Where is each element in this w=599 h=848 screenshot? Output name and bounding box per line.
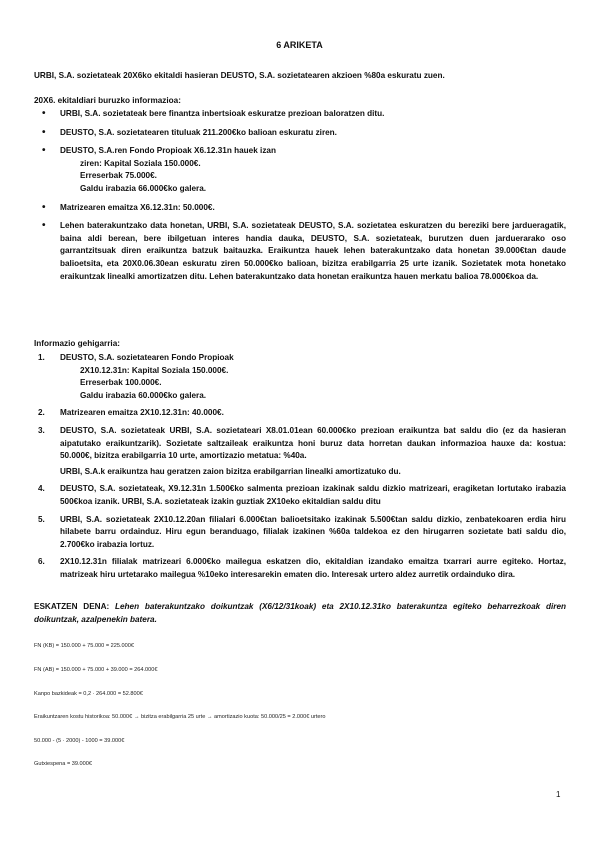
extra-info-heading: Informazio gehigarria:	[34, 339, 120, 348]
solution-line: FN (KB) = 150.000 + 75.000 = 225.000€	[34, 643, 134, 649]
solution-line: Gutxiespena = 39.000€	[34, 761, 93, 767]
numbered-subline: Erreserbak 100.000€.	[80, 378, 162, 388]
numbered-item: 5. URBI, S.A. sozietateak 2X10.12.20an filialari 6.000€tan balioetsitako izakinak 5.500€tan saldu dizkio, zenbatekoaren erdia hiru hilabete barru ordainduz. Hiru egun beranduago, filialak izakinen %60a taldekoa ez den hirugarren sozietate bati saldu dio, 2.700€ko irabazia lortuz.	[38, 514, 566, 549]
extra-info-list	[34, 352, 566, 587]
bullet-subline: Galdu irabazia 66.000€ko galera.	[80, 183, 207, 193]
info-heading: 20X6. ekitaldiari buruzko informazioa:	[34, 96, 181, 105]
numbered-subline: Galdu irabazia 60.000€ko galera.	[80, 390, 207, 400]
numbered-item: 6. 2X10.12.31n filialak matrizeari 6.000€ko mailegua eskatzen dio, ekitaldian izandako emaitza txarrari aurre egiteko. Hortaz, matrizeak hiru urtetarako mailegua %10eko interesarekin ematen dio. Interesak urtero aldez aurretik ordainduko dira.	[38, 557, 566, 579]
info-bullet-list	[34, 108, 566, 289]
solution-line: Kanpo bazkideak = 0,2 · 264.000 = 52.800€	[34, 691, 143, 697]
page-title: 6 ARIKETA	[276, 40, 323, 50]
bullet-subline: ziren: Kapital Soziala 150.000€.	[80, 158, 201, 168]
bullet-item: • DEUSTO, S.A. sozietatearen tituluak 211.200€ko balioan eskuratu ziren.	[34, 127, 566, 140]
bullet-item: • DEUSTO, S.A.ren Fondo Propioak X6.12.31n hauek izan ziren: Kapital Soziala 150.000€. Erreserbak 75.000€. Galdu irabazia 66.000€ko galera.	[34, 145, 566, 195]
numbered-item: 2. Matrizearen emaitza 2X10.12.31n: 40.000€.	[38, 408, 224, 418]
bullet-subline: Erreserbak 75.000€.	[80, 171, 157, 181]
intro-paragraph: URBI, S.A. sozietateak 20X6ko ekitaldi hasieran DEUSTO, S.A. sozietatearen akzioen %80a eskuratu zuen.	[34, 71, 445, 80]
solution-line: FN (AB) = 150.000 + 75.000 + 39.000 = 264.000€	[34, 667, 158, 673]
page-number: 1	[556, 790, 561, 799]
requirement-text: Lehen baterakuntzako doikuntzak (X6/12/31koak) eta 2X10.12.31ko baterakuntza egiteko beharrezkoak diren doikuntzak, azalpenekin batera.	[34, 602, 567, 624]
numbered-subline: 2X10.12.31n: Kapital Soziala 150.000€.	[80, 365, 229, 375]
solution-line: Eraikuntzaren kostu historikoa: 50.000€ → bizitza erabilgarria 25 urte → amortizazio kuota: 50.000/25 = 2.000€ urtero	[34, 714, 326, 720]
requirement-label: ESKATZEN DENA:	[34, 602, 110, 611]
bullet-item: • Lehen baterakuntzako data honetan, URBI, S.A. sozietateak DEUSTO, S.A. sozietatea eskuratzen du bereziki bere jardueragatik, baina aldi berean, bere ibilgetuan interes handia dauka, DEUSTO, S.A. sozietateak, burutzen duen jarduerarako oso garrantzitsuak diren eraikuntza batzuk baitauzka. Eraikuntza hauek lehen baterakuntzako data honetan 39.000€tan daude balioetsita, eta 20X0.06.30ean eskuratu ziren 50.000€ko balioan, bizitza erabilgarria 25 urte izanik. Sozietatek mota honetako eraikuntzak linealki amortizatzen ditu. Lehen baterakuntzako data honetan eraikuntza hauen merkatu balioa 78.000€koa da.	[34, 220, 566, 283]
solution-line: 50.000 - (5 · 2000) - 1000 = 39.000€	[34, 738, 125, 744]
numbered-item: 4. DEUSTO, S.A. sozietateak, X9.12.31n 1.500€ko salmenta prezioan izakinak saldu dizkio matrizeari, eragiketan lortutako irabazia 500€koa izanik. URBI, S.A. sozietateak izakin guztiak 2X10eko ekitaldian saldu ditu	[38, 484, 566, 506]
numbered-item: 3. DEUSTO, S.A. sozietateak URBI, S.A. sozietateari X8.01.01ean 60.000€ko prezioan eraikuntza bat saldu dio (ez da hasieran aipatutako eraikuntzarik). Sozietate saltzaileak eraikuntza honi buruz data horretan daukan informazioa hauxe da: kostua: 50.000€, bizitza erabilgarria 10 urte, amortizazio metatua: %40a. URBI, S.A.k eraikuntza hau geratzen zaion bizitza erabilgarrian linealki amortizatuko du.	[34, 425, 566, 478]
numbered-extra-note: URBI, S.A.k eraikuntza hau geratzen zaion bizitza erabilgarrian linealki amortizatuko du.	[60, 466, 401, 476]
numbered-item: 1. DEUSTO, S.A. sozietatearen Fondo Propioak 2X10.12.31n: Kapital Soziala 150.000€. Erreserbak 100.000€. Galdu irabazia 60.000€ko galera.	[34, 352, 566, 402]
bullet-item: • Matrizearen emaitza X6.12.31n: 50.000€.	[34, 202, 566, 215]
bullet-item: • URBI, S.A. sozietateak bere finantza inbertsioak eskuratze prezioan baloratzen ditu.	[34, 108, 566, 121]
requirement-paragraph	[34, 601, 566, 626]
